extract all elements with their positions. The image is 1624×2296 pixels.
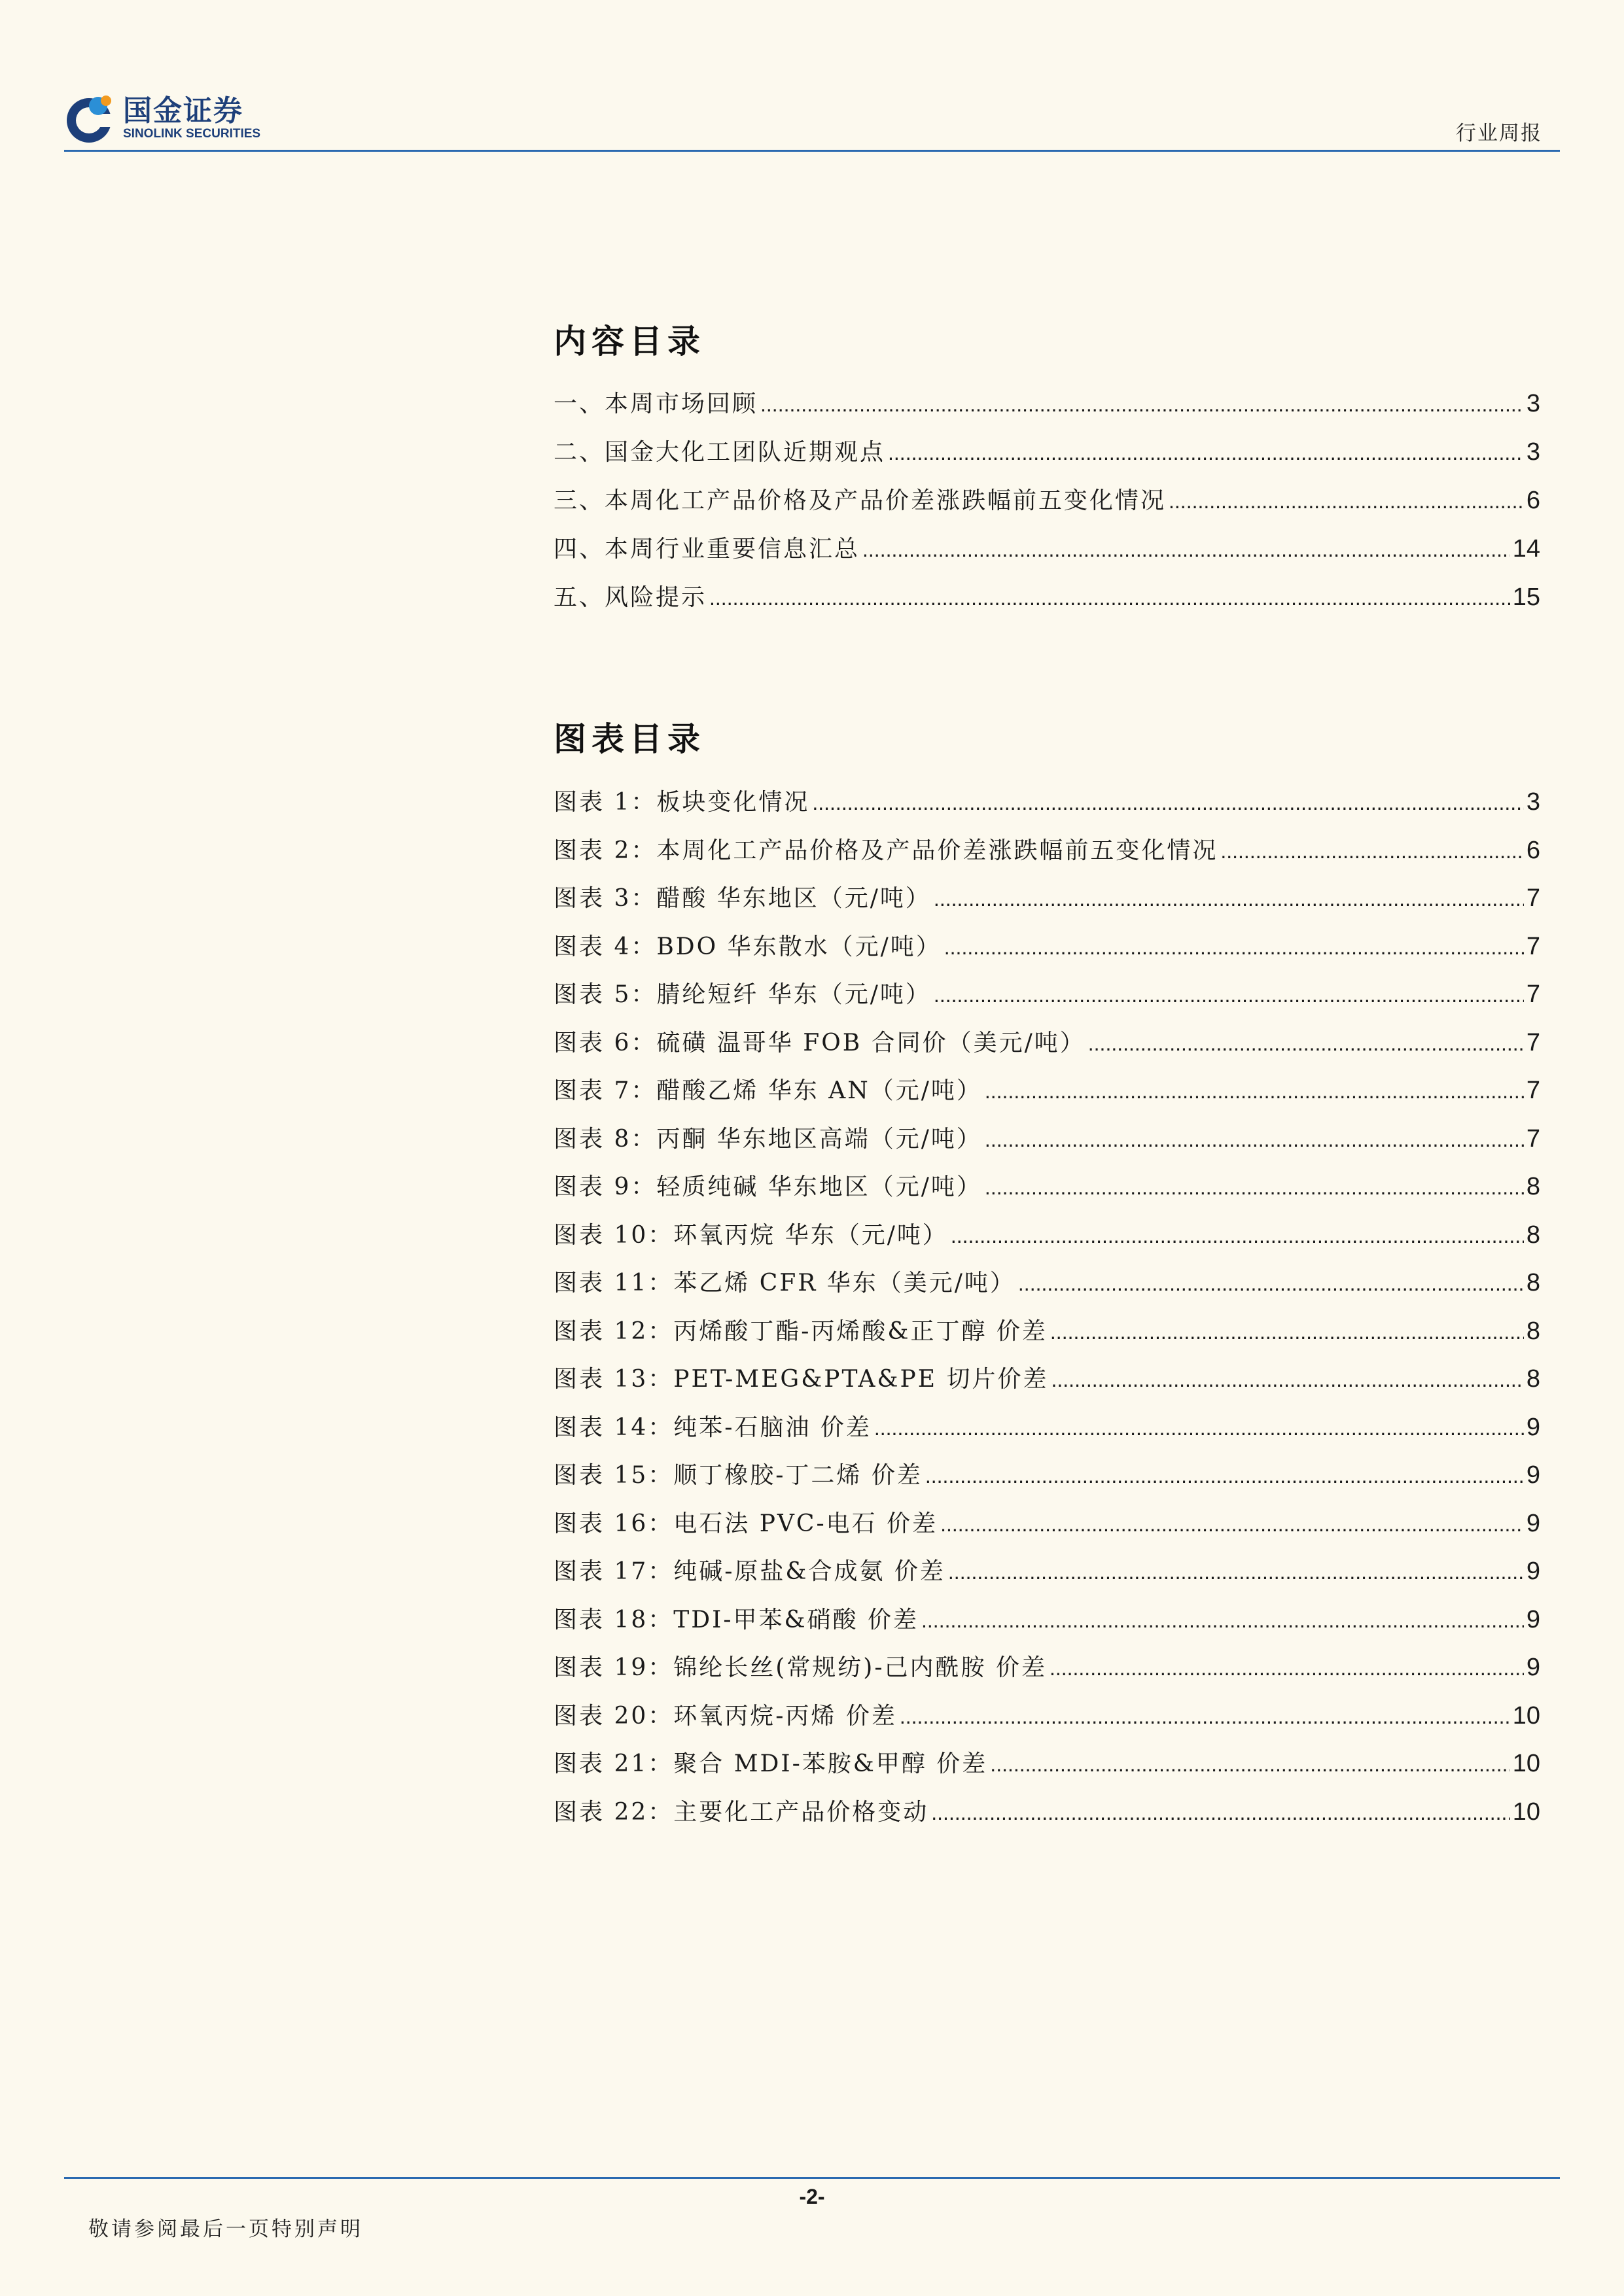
entry-page-number: 3 [1526, 438, 1540, 466]
figure-entry[interactable] [554, 1452, 1540, 1500]
entry-label: 图表 2：本周化工产品价格及产品价差涨跌幅前五变化情况 [554, 837, 1218, 864]
figure-entry[interactable] [554, 875, 1540, 923]
entry-label: 图表 7：醋酸乙烯 华东 AN（元/吨） [554, 1077, 982, 1104]
entry-label: 五、风险提示 [554, 584, 707, 611]
entry-label: 图表 20：环氧丙烷-丙烯 价差 [554, 1702, 897, 1730]
figures-title: 图表目录 [554, 720, 705, 758]
figure-entry[interactable] [554, 1692, 1540, 1741]
leader-dots [951, 1212, 1524, 1261]
toc-entry[interactable] [554, 525, 1540, 573]
leader-dots [940, 1501, 1524, 1549]
entry-label: 图表 17：纯碱-原盐&合成氨 价差 [554, 1558, 945, 1585]
company-logo [64, 92, 260, 145]
figure-entry[interactable] [554, 923, 1540, 971]
entry-page-number: 6 [1526, 836, 1540, 864]
leader-dots [874, 1404, 1524, 1453]
entry-label: 图表 21：聚合 MDI-苯胺&甲醇 价差 [554, 1750, 988, 1777]
figure-entry[interactable] [554, 1548, 1540, 1596]
entry-page-number: 9 [1526, 1461, 1540, 1489]
leader-dots [1018, 1260, 1524, 1308]
entry-label: 图表 18：TDI-甲苯&硝酸 价差 [554, 1606, 919, 1633]
entry-page-number: 8 [1526, 1365, 1540, 1393]
leader-dots [888, 428, 1524, 477]
entry-page-number: 10 [1512, 1701, 1540, 1730]
leader-dots [862, 525, 1510, 574]
leader-dots [990, 1741, 1509, 1789]
entry-label: 图表 13：PET-MEG&PTA&PE 切片价差 [554, 1366, 1049, 1393]
entry-page-number: 8 [1526, 1221, 1540, 1249]
entry-page-number: 15 [1512, 583, 1540, 611]
figure-entry[interactable] [554, 1211, 1540, 1260]
entry-page-number: 8 [1526, 1317, 1540, 1345]
figure-entry[interactable] [554, 827, 1540, 875]
figure-entry[interactable] [554, 1404, 1540, 1452]
figure-entry[interactable] [554, 1596, 1540, 1644]
entry-label: 图表 14：纯苯-石脑油 价差 [554, 1414, 872, 1441]
entry-label: 图表 8：丙酮 华东地区高端（元/吨） [554, 1125, 982, 1153]
entry-page-number: 7 [1526, 1077, 1540, 1104]
leader-dots [1050, 1308, 1524, 1357]
leader-dots [948, 1548, 1524, 1597]
leader-dots [925, 1452, 1524, 1501]
figure-entry[interactable] [554, 1355, 1540, 1404]
entry-label: 三、本周化工产品价格及产品价差涨跌幅前五变化情况 [554, 487, 1167, 514]
contents-list [554, 379, 1540, 621]
entry-page-number: 3 [1526, 390, 1540, 417]
entry-page-number: 7 [1526, 1124, 1540, 1153]
leader-dots [921, 1597, 1524, 1645]
brand-name-en: SINOLINK SECURITIES [123, 127, 261, 141]
footer-divider [64, 2177, 1560, 2179]
figure-entry[interactable] [554, 971, 1540, 1019]
entry-page-number: 8 [1526, 1173, 1540, 1200]
leader-dots [709, 574, 1510, 622]
entry-page-number: 9 [1526, 1605, 1540, 1633]
entry-label: 图表 3：醋酸 华东地区（元/吨） [554, 885, 931, 912]
leader-dots [760, 380, 1524, 428]
leader-dots [1088, 1020, 1524, 1068]
page-number: -2- [799, 2185, 825, 2208]
leader-dots [934, 875, 1524, 924]
figure-entry[interactable] [554, 1259, 1540, 1308]
leader-dots [1169, 477, 1524, 525]
sinolink-logo-icon [64, 92, 115, 145]
entry-label: 图表 15：顺丁橡胶-丁二烯 价差 [554, 1462, 923, 1489]
figure-entry[interactable] [554, 1019, 1540, 1068]
entry-page-number: 7 [1526, 981, 1540, 1008]
leader-dots [931, 1789, 1509, 1837]
entry-page-number: 6 [1526, 487, 1540, 514]
toc-entry[interactable] [554, 428, 1540, 476]
leader-dots [985, 1164, 1524, 1212]
brand-name-cn: 国金证券 [123, 94, 243, 128]
entry-label: 四、本周行业重要信息汇总 [554, 536, 860, 563]
entry-label: 图表 10：环氧丙烷 华东（元/吨） [554, 1221, 948, 1249]
figure-entry[interactable] [554, 1163, 1540, 1211]
entry-label: 图表 22：主要化工产品价格变动 [554, 1798, 929, 1826]
entry-label: 一、本周市场回顾 [554, 391, 758, 417]
toc-entry[interactable] [554, 476, 1540, 525]
leader-dots [900, 1693, 1510, 1741]
disclaimer-note: 敬请参阅最后一页特别声明 [88, 2218, 363, 2241]
leader-dots [1051, 1356, 1524, 1404]
leader-dots [944, 924, 1524, 972]
figure-entry[interactable] [554, 1740, 1540, 1788]
figure-entry[interactable] [554, 1308, 1540, 1356]
entry-label: 图表 6：硫磺 温哥华 FOB 合同价（美元/吨） [554, 1029, 1086, 1056]
entry-page-number: 9 [1526, 1509, 1540, 1537]
contents-title: 内容目录 [554, 322, 705, 360]
leader-dots [934, 971, 1524, 1020]
entry-page-number: 9 [1526, 1654, 1540, 1681]
entry-page-number: 14 [1512, 535, 1540, 563]
entry-page-number: 7 [1526, 884, 1540, 912]
entry-page-number: 10 [1512, 1750, 1540, 1777]
entry-label: 图表 16：电石法 PVC-电石 价差 [554, 1510, 938, 1537]
entry-label: 图表 5：腈纶短纤 华东（元/吨） [554, 981, 931, 1008]
entry-label: 二、国金大化工团队近期观点 [554, 439, 886, 466]
entry-page-number: 7 [1526, 1028, 1540, 1056]
entry-label: 图表 12：丙烯酸丁酯-丙烯酸&正丁醇 价差 [554, 1317, 1048, 1345]
entry-page-number: 7 [1526, 932, 1540, 960]
header-divider [64, 150, 1560, 152]
figure-entry[interactable] [554, 778, 1540, 827]
entry-page-number: 10 [1512, 1798, 1540, 1826]
toc-entry[interactable] [554, 379, 1540, 428]
leader-dots [1050, 1644, 1524, 1693]
entry-page-number: 3 [1526, 788, 1540, 816]
entry-page-number: 9 [1526, 1557, 1540, 1585]
leader-dots [1220, 827, 1524, 876]
toc-entry[interactable] [554, 573, 1540, 621]
figure-entry[interactable] [554, 1500, 1540, 1548]
figure-entry[interactable] [554, 1115, 1540, 1164]
entry-label: 图表 9：轻质纯碱 华东地区（元/吨） [554, 1174, 982, 1200]
figure-entry[interactable] [554, 1644, 1540, 1692]
report-type: 行业周报 [1456, 122, 1542, 145]
figures-list [554, 778, 1540, 1836]
leader-dots [985, 1068, 1524, 1116]
entry-label: 图表 1：板块变化情况 [554, 789, 810, 816]
entry-page-number: 8 [1526, 1269, 1540, 1296]
entry-label: 图表 11：苯乙烯 CFR 华东（美元/吨） [554, 1270, 1015, 1296]
entry-label: 图表 19：锦纶长丝(常规纺)-己内酰胺 价差 [554, 1654, 1047, 1681]
entry-page-number: 9 [1526, 1413, 1540, 1441]
leader-dots [985, 1116, 1524, 1164]
figure-entry[interactable] [554, 1067, 1540, 1115]
leader-dots [812, 779, 1524, 827]
entry-label: 图表 4：BDO 华东散水（元/吨） [554, 933, 942, 960]
figure-entry[interactable] [554, 1788, 1540, 1837]
